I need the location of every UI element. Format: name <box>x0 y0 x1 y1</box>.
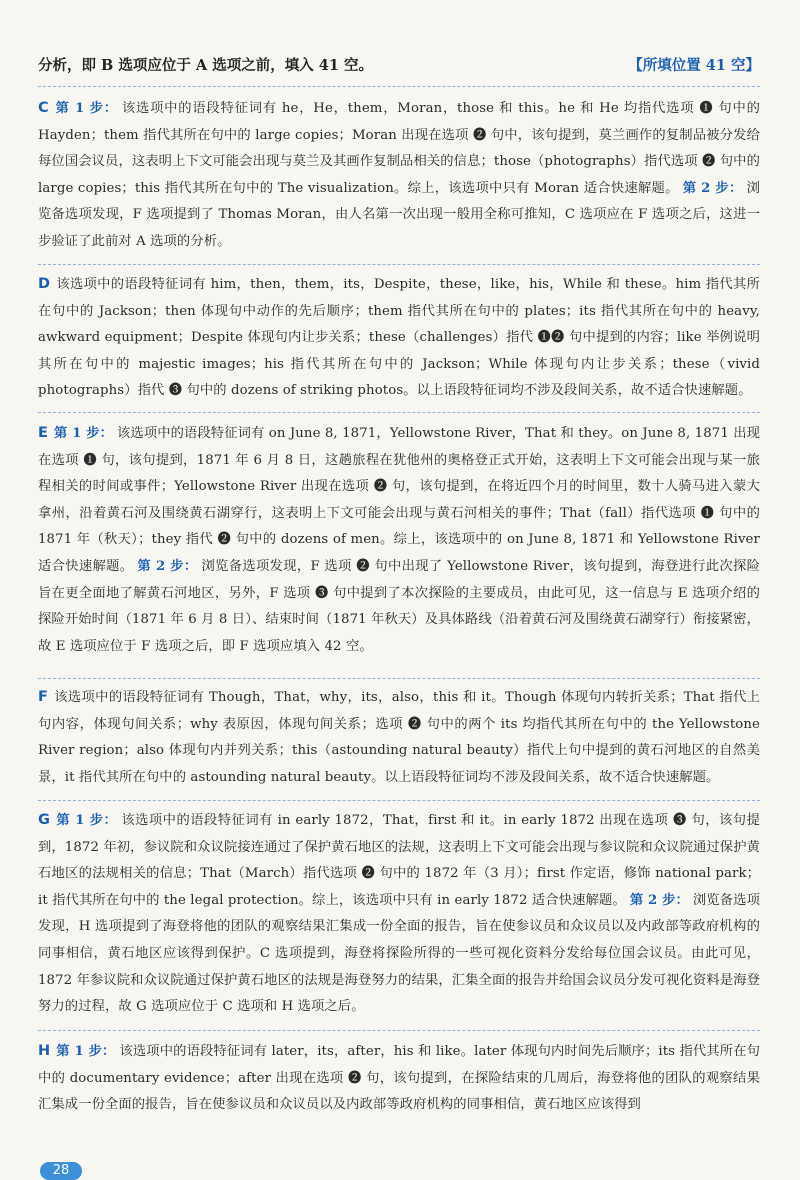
entry-text: 该选项中的语段特征词有 later，its，after，his 和 like。later 体现句内时间先后顺序；its 指代其所在句中的 documentary evidence；after 出现在选项 ❷ 句，该句提到，在探险结束的几周后，海登将他的团队的观察结果汇集成一份全面的报告，旨在使参议员和众议员以及内政部等政府机构的同事相信，黄石地区应该得到 <box>38 1044 760 1113</box>
step-label: 第 1 步： <box>54 101 118 116</box>
divider <box>38 1030 760 1031</box>
header-text: 分析，即 B 选项应位于 A 选项之前，填入 41 空。 <box>38 57 373 74</box>
entry-text: 该选项中的语段特征词有 he，He，them，Moran，those 和 this。he 和 He 均指代选项 ❶ 句中的 Hayden；them 指代其所在句中的 large copies；Moran 出现在选项 ❷ 句中，该句提到，莫兰画作的复制品被分发给每位国会议员，这表明上下文可能会出现与莫兰及其画作复制品相关的信息；those（photographs）指代选项 ❷ 句中的 large copies；this 指代其所在句中的 The visualization。综上，该选项中只有 Moran 适合快速解题。 <box>38 101 760 196</box>
step-label: 第 1 步： <box>54 426 114 441</box>
step-label: 第 1 步： <box>56 1044 116 1059</box>
entry-c <box>38 95 760 256</box>
entry-letter: G <box>38 812 51 828</box>
divider <box>38 412 760 413</box>
header-line <box>38 54 760 78</box>
entry-e <box>38 420 760 660</box>
entry-text: 该选项中的语段特征词有 in early 1872，That，first 和 it。in early 1872 出现在选项 ❸ 句，该句提到，1872 年初，参议院和众议院接连通过了保护黄石地区的法规，这表明上下文可能会出现与参议院和众议院通过保护黄石地区的法规相关的信息；That（March）指代选项 ❷ 句中的 1872 年（3 月）；first 作定语，修饰 national park；it 指代其所在句中的 the legal protection。综上，该选项中只有 in early 1872 适合快速解题。 <box>38 813 760 908</box>
entry-letter: C <box>38 100 49 116</box>
entry-d <box>38 271 760 405</box>
entry-g <box>38 807 760 1021</box>
entry-text: 浏览备选项发现，F 选项 ❷ 句中出现了 Yellowstone River，该句提到，海登进行此次探险旨在更全面地了解黄石河地区，另外，F 选项 ❸ 句中提到了本次探险的主要成员，由此可见，这一信息与 E 选项介绍的探险开始时间（1871 年 6 月 8 日）、结束时间（1871 年秋天）及具体路线（沿着黄石河及围绕黄石湖穿行）衔接紧密，故 E 选项应位于 F 选项之后，即 F 选项应填入 42 空。 <box>38 558 760 654</box>
entry-text: 浏览备选项发现，H 选项提到了海登将他的团队的观察结果汇集成一份全面的报告，旨在使参议员和众议员以及内政部等政府机构的同事相信，黄石地区应该得到保护。C 选项提到，海登将探险所得的一些可视化资料分发给每位国会议员。由此可见，1872 年参议院和众议院通过保护黄石地区的法规是海登努力的结果，汇集全面的报告并给国会议员分发可视化资料是海登努力的过程，故 G 选项应位于 C 选项和 H 选项之后。 <box>38 892 760 1015</box>
divider <box>38 86 760 87</box>
step-label: 第 2 步： <box>629 892 689 908</box>
entry-text: 浏览备选项发现，F 选项提到了 Thomas Moran，由人名第一次出现一般用全称可推知，C 选项应在 F 选项之后，这进一步验证了此前对 A 选项的分析。 <box>38 180 760 249</box>
divider <box>38 800 760 801</box>
entry-letter: E <box>38 425 49 441</box>
entry-letter: F <box>38 689 49 705</box>
page-number: 28 <box>40 1162 82 1180</box>
entry-text: 该选项中的语段特征词有 on June 8, 1871，Yellowstone River，That 和 they。on June 8, 1871 出现在选项 ❶ 句，该句提到，1871 年 6 月 8 日，这趟旅程在犹他州的奥格登正式开始，这表明上下文可能会出现与某一旅程相关的时间或事件；Yellowstone River 出现在选项 ❷ 句，该句提到，在将近四个月的时间里，数十人骑马进入蒙大拿州，沿着黄石河及围绕黄石湖穿行，这表明上下文可能会出现与黄石河相关的事件；That（fall）指代选项 ❶ 句中的 1871 年（秋天）；they 指代 ❷ 句中的 dozens of men。综上，该选项中的 on June 8, 1871 和 Yellowstone River 适合快速解题。 <box>38 426 760 574</box>
entry-letter: H <box>38 1043 51 1059</box>
entry-text: 该选项中的语段特征词有 him，then，them，its，Despite，these，like，his，While 和 these。him 指代其所在句中的 Jackson；then 体现句中动作的先后顺序；them 指代其所在句中的 plates；its 指代其所在句中的 heavy, awkward equipment；Despite 体现句内让步关系；these（challenges）指代 ❶❷ 句中提到的内容；like 举例说明其所在句中的 majestic images；his 指代其所在句中的 Jackson；While 体现句内让步关系；these（vivid photographs）指代 ❸ 句中的 dozens of striking photos。以上语段特征词均不涉及段间关系，故不适合快速解题。 <box>38 277 760 399</box>
entry-h <box>38 1038 760 1119</box>
entry-f <box>38 684 760 791</box>
position-tag: 【所填位置 41 空】 <box>628 57 760 74</box>
divider <box>38 678 760 679</box>
step-label: 第 2 步： <box>682 180 743 196</box>
entry-letter: D <box>38 276 51 292</box>
step-label: 第 2 步： <box>137 558 198 574</box>
divider <box>38 264 760 265</box>
step-label: 第 1 步： <box>56 813 118 828</box>
entry-text: 该选项中的语段特征词有 Though，That，why，its，also，this 和 it。Though 体现句内转折关系；That 指代上句内容，体现句间关系；why 表原因，体现句间关系；选项 ❷ 句中的两个 its 均指代其所在句中的 the Yellowstone River region；also 体现句内并列关系；this（astounding natural beauty）指代上句中提到的黄石河地区的自然美景，it 指代其所在句中的 astounding natural beauty。以上语段特征词均不涉及段间关系，故不适合快速解题。 <box>38 690 760 785</box>
